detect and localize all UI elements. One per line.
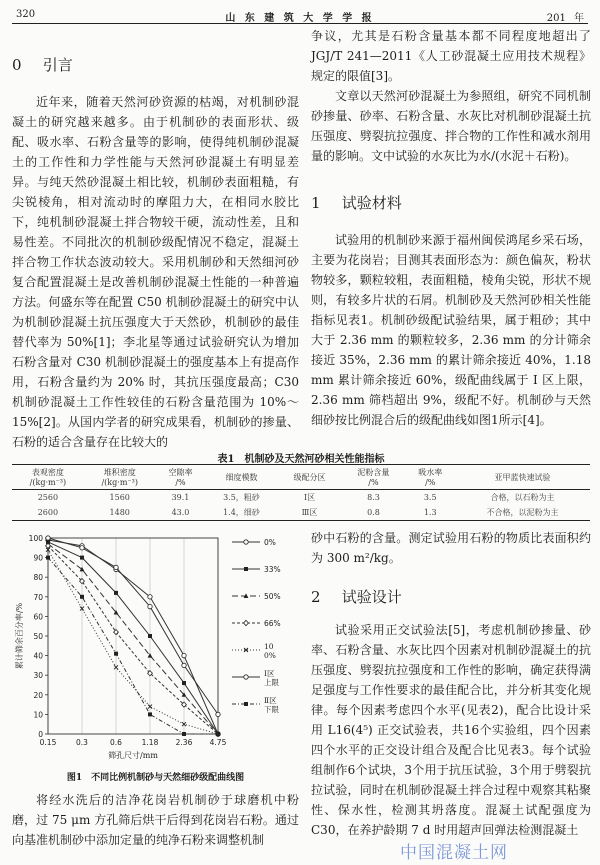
table-body (12, 490, 590, 521)
section-number: 2 (311, 588, 321, 606)
journal-title: 山 东 建 筑 大 学 学 报 (225, 13, 375, 24)
table-row (12, 505, 590, 521)
figure-side-paragraph: 砂中石粉的含量。测定试验用石粉的物质比表面积约为 300 m²/kg。 (311, 531, 591, 565)
legend-marker (244, 540, 248, 544)
legend-label: 0% (264, 538, 276, 547)
data-point (182, 732, 186, 736)
table-header-row (12, 465, 590, 490)
data-point (148, 595, 152, 599)
table-cell: 1.3 (405, 505, 455, 521)
y-tick-label: 100 (28, 534, 43, 543)
x-tick-label: 2.36 (175, 738, 193, 747)
section-heading-materials (311, 192, 591, 212)
y-tick-label: 70 (33, 592, 43, 602)
section-number: 0 (12, 56, 22, 74)
section-title: 试验设计 (341, 588, 402, 606)
stone-powder-paragraph: 将经水洗后的洁净花岗岩机制砂于球磨机中粉磨，过 75 μm 方孔筛后烘干后得到花岗岩石粉。通过向基准机制砂中添加定量的纯净石粉来调整机制 (12, 793, 299, 847)
table-cell: 2600 (12, 505, 84, 521)
table-caption: 表1 机制砂及天然河砂相关性能指标 (217, 454, 385, 465)
series-line (48, 538, 218, 714)
x-tick-label: 0.3 (76, 738, 88, 747)
section-heading-design (311, 586, 591, 606)
table-cell: 3.5 (423, 493, 437, 502)
section-title: 试验材料 (341, 194, 402, 212)
table-1 (12, 450, 590, 521)
y-tick-label: 40 (33, 651, 43, 661)
section-number: 1 (311, 194, 321, 212)
y-tick-label: 10 (33, 710, 43, 720)
running-header (12, 9, 588, 24)
table-cell: 43.0 (156, 505, 206, 521)
data-point (114, 652, 118, 656)
legend-label: Ⅰ区 (264, 669, 275, 678)
data-point (80, 567, 85, 572)
data-point (80, 595, 84, 599)
table-cell: Ⅰ区 (303, 493, 316, 502)
table-header-cell: 亚甲蓝快速试验 (455, 465, 590, 490)
legend-label: 上限 (264, 678, 279, 687)
issue-year: 201_ 年 (546, 13, 584, 24)
legend-label: 66% (264, 619, 281, 628)
table-cell: 不合格，以泥粉为主 (455, 505, 590, 521)
series-line (48, 550, 218, 734)
data-point (216, 712, 220, 716)
data-point (148, 712, 152, 716)
data-point (46, 536, 50, 540)
legend-label: 33% (264, 565, 281, 574)
x-tick-label: 1.18 (141, 738, 159, 747)
series-line (48, 546, 218, 734)
data-point (80, 556, 84, 560)
data-point (182, 681, 186, 685)
table-cell: 0.8 (341, 505, 405, 521)
data-point (148, 634, 152, 638)
legend-marker (244, 675, 248, 679)
y-tick-label: 20 (33, 690, 43, 700)
watermark: 中国混凝土网 (400, 843, 508, 863)
scope-paragraph: 文章以天然河砂混凝土为参照组，研究不同机制砂掺量、砂率、石粉含量、水灰比对机制砂混凝土抗压强度、劈裂抗拉强度、拌合物的工作性和减水剂用量的影响。文中试验的水灰比为水/(水泥＋石粉)。 (311, 89, 591, 163)
table-header-cell: 泥粉含量 /% (341, 465, 405, 490)
data-point (46, 556, 50, 560)
x-tick-label: 0.15 (39, 738, 57, 747)
table-header-cell: 空隙率 /% (156, 465, 206, 490)
data-point (182, 663, 186, 667)
table-cell: 2560 (37, 493, 59, 502)
right-column-bottom (311, 528, 591, 840)
data-point (80, 546, 84, 550)
table-cell: Ⅲ区 (278, 505, 342, 521)
legend-marker (244, 567, 248, 571)
data-point (114, 591, 118, 595)
data-point (148, 604, 152, 608)
legend-marker (244, 702, 248, 706)
table-cell: 39.1 (171, 493, 190, 502)
table-cell: 1480 (84, 505, 156, 521)
y-tick-label: 30 (33, 671, 43, 681)
x-axis-label: 筛孔尺寸/mm (108, 751, 158, 760)
legend-marker (244, 620, 249, 625)
table-cell: 合格，以石粉为主 (490, 493, 555, 502)
y-axis-label: 累计筛余百分率/% (15, 602, 24, 670)
table-header-cell: 吸水率 /% (405, 465, 455, 490)
legend-label: 下限 (264, 705, 279, 714)
table-header-cell: 级配分区 (278, 465, 342, 490)
section-heading-intro (12, 54, 299, 74)
legend-label: Ⅱ区 (264, 696, 277, 705)
y-tick-label: 60 (33, 612, 43, 622)
data-point (114, 565, 118, 569)
table-cell: 3.5，粗砂 (223, 493, 260, 502)
data-point (182, 653, 186, 657)
continued-paragraph: 争议，尤其是石粉含量基本都不同程度地超出了 JGJ/T 241—2011《人工砂混凝土应用技术规程》规定的限值[3]。 (311, 29, 591, 83)
series-line (48, 558, 218, 734)
table-cell: 8.3 (367, 493, 380, 502)
table-header-cell: 细度模数 (205, 465, 277, 490)
legend-label: 10 (264, 642, 274, 651)
table-row (12, 490, 590, 506)
y-tick-label: 80 (33, 573, 43, 583)
legend-label: 0% (264, 651, 276, 660)
y-tick-label: 90 (33, 553, 43, 563)
left-column-bottom (12, 790, 299, 850)
design-paragraph: 试验采用正交试验法[5]，考虑机制砂掺量、砂率、石粉含量、水灰比四个因素对机制砂混凝土的抗压强度、劈裂抗拉强度和工作性的影响，确定获得满足强度与工作性要求的最佳配合比，并分析其变化规律。每个因素考虑四个水平(见表2)，配合比设计采用 L16(4⁵) 正交试验表，共16个实验组，四个因素四个水平的正交设计组合及配合比见表3。每个试验组制作6个试块，3个用于抗压试验，3个用于劈裂抗拉试验，同时在机制砂混凝土拌合过程中观察其粘聚性、保水性，检测其坍落度。混凝土试配强度为 C30，在养护龄期 7 d 时用超声回弹法检测混凝土 (311, 623, 591, 837)
table-header-cell: 堆积密度 /(kg·m⁻³) (84, 465, 156, 490)
table-cell: 1.4，细砂 (205, 505, 277, 521)
section-title: 引言 (42, 56, 73, 74)
table-cell: 1560 (109, 493, 130, 502)
right-column (311, 26, 591, 430)
page-number: 320 (16, 9, 36, 20)
y-tick-label: 50 (33, 632, 43, 641)
y-tick-label: 0 (38, 730, 43, 739)
figure-caption: 图1 不同比例机制砂与天然细砂级配曲线图 (66, 773, 245, 783)
x-tick-label: 4.75 (209, 738, 227, 747)
legend-label: 50% (264, 592, 281, 601)
properties-table (12, 464, 590, 521)
left-column (12, 38, 299, 452)
figure-1 (12, 530, 299, 768)
x-tick-label: 0.6 (110, 738, 122, 747)
intro-paragraph: 近年来，随着天然河砂资源的枯竭，对机制砂混凝土的研究越来越多。由于机制砂的表面形状、级配、吸水率、石粉含量等的影响，使得纯机制砂混凝土的工作性和力学性能与天然河砂混凝土有明显差异。与纯天然砂混凝土相比较，机制砂表面粗糙，有尖锐棱角，相对流动时的摩阻力大，在相同水胶比下，纯机制砂混凝土拌合物较干硬，流动性差，且和易性差。不同批次的机制砂级配情况不稳定，混凝土拌合物工作状态波动较大。采用机制砂和天然细河砂复合配置混凝土是改善机制砂混凝土性能的一种普遍方法。何盛东等在配置 C50 机制砂混凝土的研究中认为机制砂混凝土抗压强度大于天然砂，机制砂的最佳替代率为 50%[1]；李北星等通过试验研究认为增加石粉含量对 C30 机制砂混凝土的强度基本上有提高作用，石粉含量约为 20% 时，其抗压强度最高；C30 机制砂混凝土工作性较佳的石粉含量范围为 10%～15%[2]。从国内学者的研究成果看，机制砂的掺量、石粉的适合含量存在比较大的 (12, 95, 299, 449)
grading-curve-chart (12, 530, 299, 768)
data-point (216, 732, 220, 736)
materials-paragraph: 试验用的机制砂来源于福州闽侯鸿尾乡采石场，主要为花岗岩；目测其表面形态为：颜色偏灰，粉状物较多，颗粒较粗，表面粗糙，棱角尖锐，形状不规则，有较多片状的石屑。机制砂及天然河砂相关性能指标见表1。机制砂级配试验结果，属于粗砂；其中大于 2.36 mm 的颗粒较多，2.36 mm 的分计筛余接近 35%，2.36 mm 的累计筛余接近 40%，1.18 mm 累计筛余接近 60%，级配曲线属于 Ⅰ 区上限，2.36 mm 筛档超出 9%，级配不好。机制砂与天然细砂按比例混合后的级配曲线如图1所示[4]。 (311, 233, 591, 427)
table-header-cell: 表观密度 /(kg·m⁻³) (12, 465, 84, 490)
